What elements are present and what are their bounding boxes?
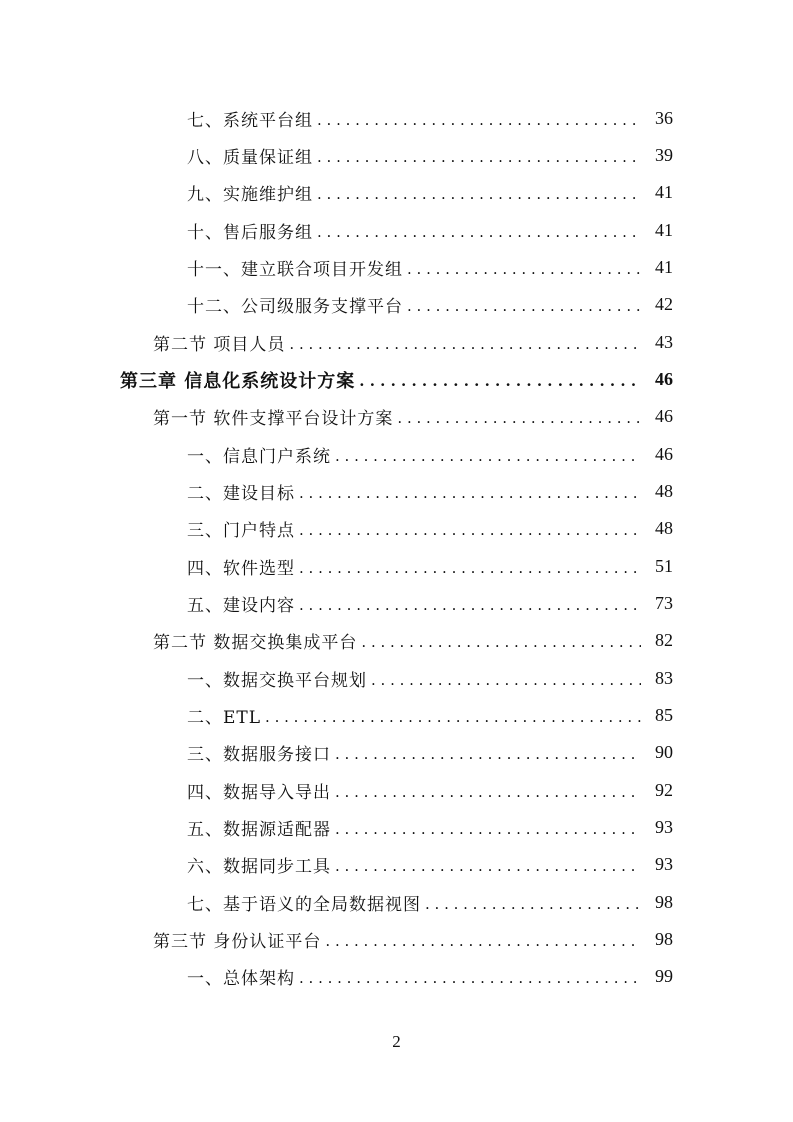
toc-entry[interactable] — [187, 548, 673, 585]
toc-entry-label: 十、售后服务组 — [187, 223, 313, 243]
toc-leader-dots — [407, 260, 641, 278]
toc-entry[interactable] — [187, 697, 673, 734]
toc-entry-page: 92 — [655, 780, 673, 800]
toc-entry[interactable] — [187, 249, 673, 286]
toc-leader-dots — [299, 521, 641, 539]
toc-entry[interactable] — [187, 660, 673, 697]
page-number: 2 — [392, 1032, 401, 1051]
toc-entry[interactable] — [187, 846, 673, 883]
toc-entry[interactable] — [153, 622, 673, 659]
toc-entry[interactable] — [187, 286, 673, 323]
toc-entry-label: 十一、建立联合项目开发组 — [187, 260, 403, 280]
toc-entry[interactable] — [187, 473, 673, 510]
toc-entry-page: 36 — [655, 108, 673, 128]
toc-chapter-entry[interactable] — [120, 361, 673, 398]
toc-entry-label: 三、门户特点 — [187, 521, 295, 541]
toc-entry-label: 二、建设目标 — [187, 484, 295, 504]
toc-entry-label: 第三章 信息化系统设计方案 — [120, 370, 356, 392]
toc-entry[interactable] — [187, 100, 673, 137]
toc-entry[interactable] — [153, 921, 673, 958]
toc-leader-dots — [317, 185, 641, 203]
toc-entry-page: 41 — [655, 220, 673, 240]
toc-entry-label: 九、实施维护组 — [187, 185, 313, 205]
toc-entry-label: 第一节 软件支撑平台设计方案 — [153, 409, 394, 429]
toc-entry-label: 四、数据导入导出 — [187, 783, 331, 803]
toc-entry-page: 90 — [655, 742, 673, 762]
toc-entry-page: 46 — [655, 369, 673, 389]
toc-entry[interactable] — [187, 174, 673, 211]
toc-leader-dots — [299, 484, 641, 502]
toc-leader-dots — [335, 745, 641, 763]
toc-leader-dots — [359, 372, 641, 390]
toc-leader-dots — [265, 708, 641, 726]
toc-entry-label: 八、质量保证组 — [187, 148, 313, 168]
toc-entry-page: 51 — [655, 556, 673, 576]
toc-entry-label: 五、数据源适配器 — [187, 820, 331, 840]
toc-entry[interactable] — [187, 212, 673, 249]
toc-entry-page: 98 — [655, 929, 673, 949]
toc-leader-dots — [335, 783, 641, 801]
toc-entry-label: 一、数据交换平台规划 — [187, 671, 367, 691]
toc-entry-page: 48 — [655, 518, 673, 538]
toc-entry-label: 第三节 身份认证平台 — [153, 932, 322, 952]
toc-entry-label: 二、ETL — [187, 708, 262, 728]
toc-leader-dots — [299, 596, 641, 614]
toc-entry-page: 46 — [655, 444, 673, 464]
toc-entry-page: 93 — [655, 817, 673, 837]
toc-leader-dots — [317, 148, 641, 166]
toc-leader-dots — [371, 671, 641, 689]
toc-leader-dots — [317, 111, 641, 129]
toc-entry-page: 98 — [655, 892, 673, 912]
toc-leader-dots — [425, 895, 641, 913]
toc-entry-label: 三、数据服务接口 — [187, 745, 331, 765]
toc-entry[interactable] — [187, 585, 673, 622]
toc-leader-dots — [335, 857, 641, 875]
toc-entry[interactable] — [187, 137, 673, 174]
toc-entry[interactable] — [187, 734, 673, 771]
toc-entry-label: 四、软件选型 — [187, 559, 295, 579]
toc-entry[interactable] — [187, 809, 673, 846]
toc-leader-dots — [289, 335, 641, 353]
toc-entry[interactable] — [153, 398, 673, 435]
toc-entry-page: 93 — [655, 854, 673, 874]
toc-entry-page: 99 — [655, 966, 673, 986]
toc-leader-dots — [325, 932, 641, 950]
toc-entry-label: 一、信息门户系统 — [187, 447, 331, 467]
toc-entry-label: 十二、公司级服务支撑平台 — [187, 297, 403, 317]
toc-leader-dots — [299, 969, 641, 987]
toc-leader-dots — [335, 447, 641, 465]
toc-entry-page: 85 — [655, 705, 673, 725]
toc-entry-page: 48 — [655, 481, 673, 501]
toc-entry[interactable] — [187, 436, 673, 473]
toc-leader-dots — [335, 820, 641, 838]
toc-entry-page: 83 — [655, 668, 673, 688]
toc-leader-dots — [361, 633, 641, 651]
toc-leader-dots — [407, 297, 641, 315]
toc-entry-label: 六、数据同步工具 — [187, 857, 331, 877]
toc-entry-page: 41 — [655, 257, 673, 277]
toc-entry[interactable] — [153, 324, 673, 361]
toc-entry-label: 一、总体架构 — [187, 969, 295, 989]
toc-entry-page: 39 — [655, 145, 673, 165]
toc-leader-dots — [397, 409, 641, 427]
toc-entry[interactable] — [187, 884, 673, 921]
toc-entry-label: 五、建设内容 — [187, 596, 295, 616]
toc-entry[interactable] — [187, 772, 673, 809]
toc-entry-label: 七、基于语义的全局数据视图 — [187, 895, 421, 915]
toc-leader-dots — [317, 223, 641, 241]
toc-entry-page: 73 — [655, 593, 673, 613]
toc-entry[interactable] — [187, 510, 673, 547]
toc-entry-page: 43 — [655, 332, 673, 352]
toc-entry-page: 46 — [655, 406, 673, 426]
toc-leader-dots — [299, 559, 641, 577]
toc-entry-label: 第二节 项目人员 — [153, 335, 286, 355]
toc-entry-label: 第二节 数据交换集成平台 — [153, 633, 358, 653]
toc-entry-label: 七、系统平台组 — [187, 111, 313, 131]
toc-entry-page: 42 — [655, 294, 673, 314]
toc-entry-page: 82 — [655, 630, 673, 650]
toc-entry[interactable] — [187, 958, 673, 995]
toc-entry-page: 41 — [655, 182, 673, 202]
